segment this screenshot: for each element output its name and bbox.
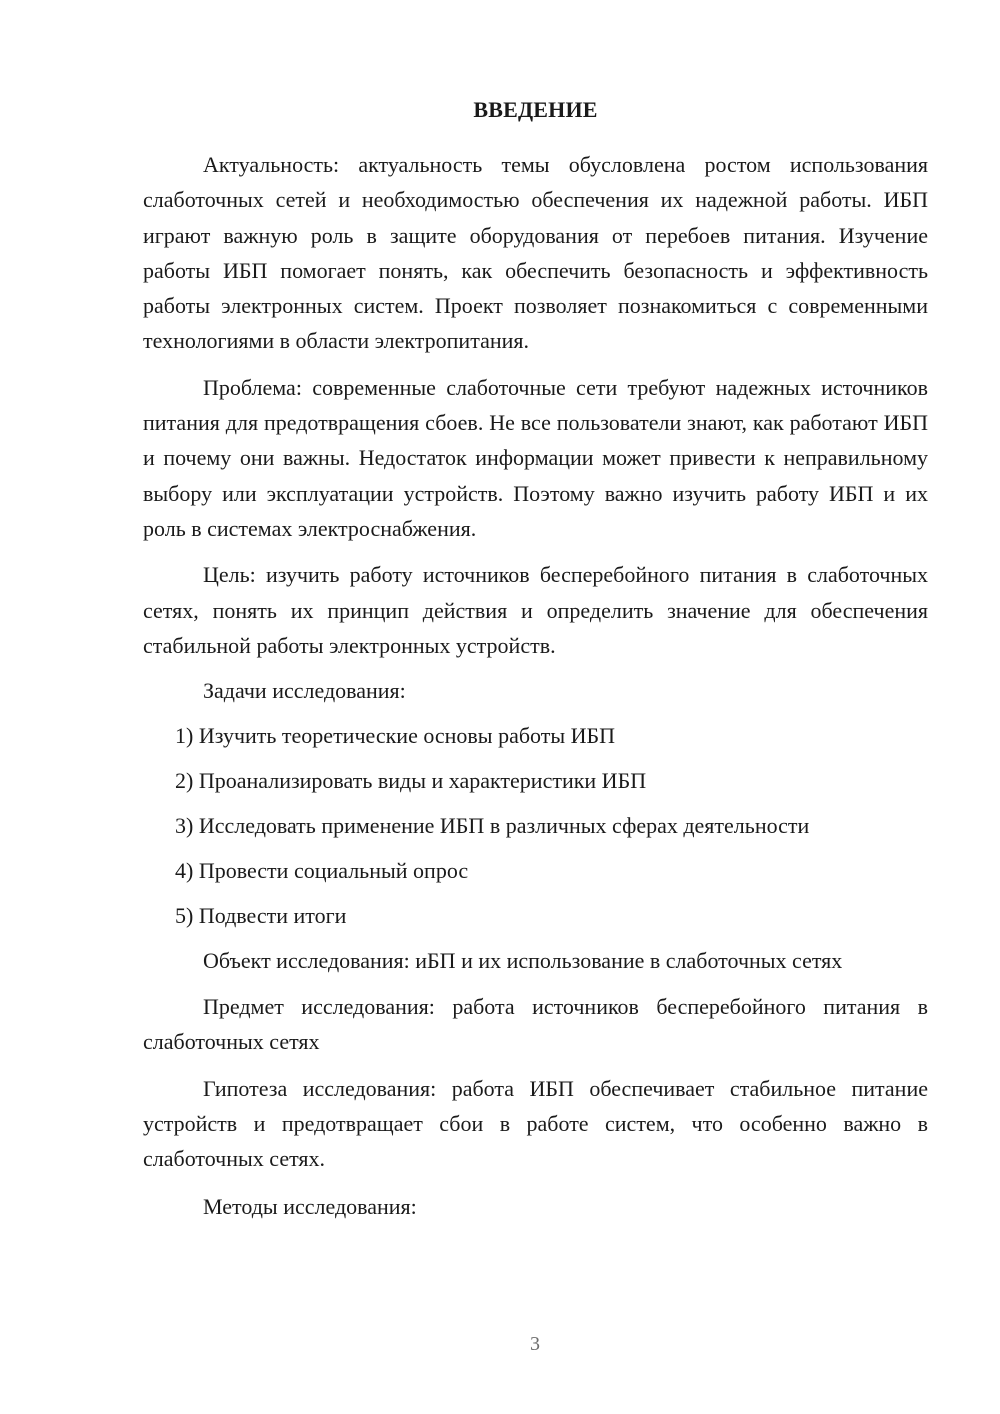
section-title: ВВЕДЕНИЕ	[473, 97, 598, 122]
task-item-4: 4) Провести социальный опрос	[175, 858, 469, 884]
document-page	[143, 92, 928, 1224]
paragraph-problem: Проблема: современные слаботочные сети требуют надежных источников питания для предотвращения сбоев. Не все пользователи знают, как работают ИБП и почему они важны. Недостаток информации может привести к неправильному выбору или эксплуатации устройств. Поэтому важно изучить работу ИБП и их роль в системах электроснабжения.	[143, 374, 928, 541]
methods-heading: Методы исследования:	[203, 1193, 417, 1219]
paragraph-relevance: Актуальность: актуальность темы обусловлена ростом использования слаботочных сетей и необходимостью обеспечения их надежной работы. ИБП играют важную роль в защите оборудования от перебоев питания. Изучение работы ИБП помогает понять, как обеспечить безопасность и эффективность работы электронных систем. Проект позволяет познакомиться с современными технологиями в области электропитания.	[143, 152, 928, 354]
paragraph-goal: Цель: изучить работу источников бесперебойного питания в слаботочных сетях, понять их принцип действия и определить значение для обеспечения стабильной работы электронных устройств.	[143, 562, 928, 658]
research-subject: Предмет исследования: работа источников бесперебойного питания в слаботочных сетях	[143, 994, 928, 1055]
research-object: Объект исследования: иБП и их использование в слаботочных сетях	[203, 948, 843, 974]
task-item-1: 1) Изучить теоретические основы работы ИБП	[175, 723, 616, 749]
task-item-3: 3) Исследовать применение ИБП в различных сферах деятельности	[175, 813, 810, 839]
research-hypothesis: Гипотеза исследования: работа ИБП обеспечивает стабильное питание устройств и предотвращает сбои в работе систем, что особенно важно в слаботочных сетях.	[143, 1075, 928, 1172]
task-item-5: 5) Подвести итоги	[175, 903, 347, 929]
tasks-heading: Задачи исследования:	[203, 678, 406, 704]
page-number: 3	[530, 1333, 540, 1355]
task-item-2: 2) Проанализировать виды и характеристики ИБП	[175, 768, 647, 794]
